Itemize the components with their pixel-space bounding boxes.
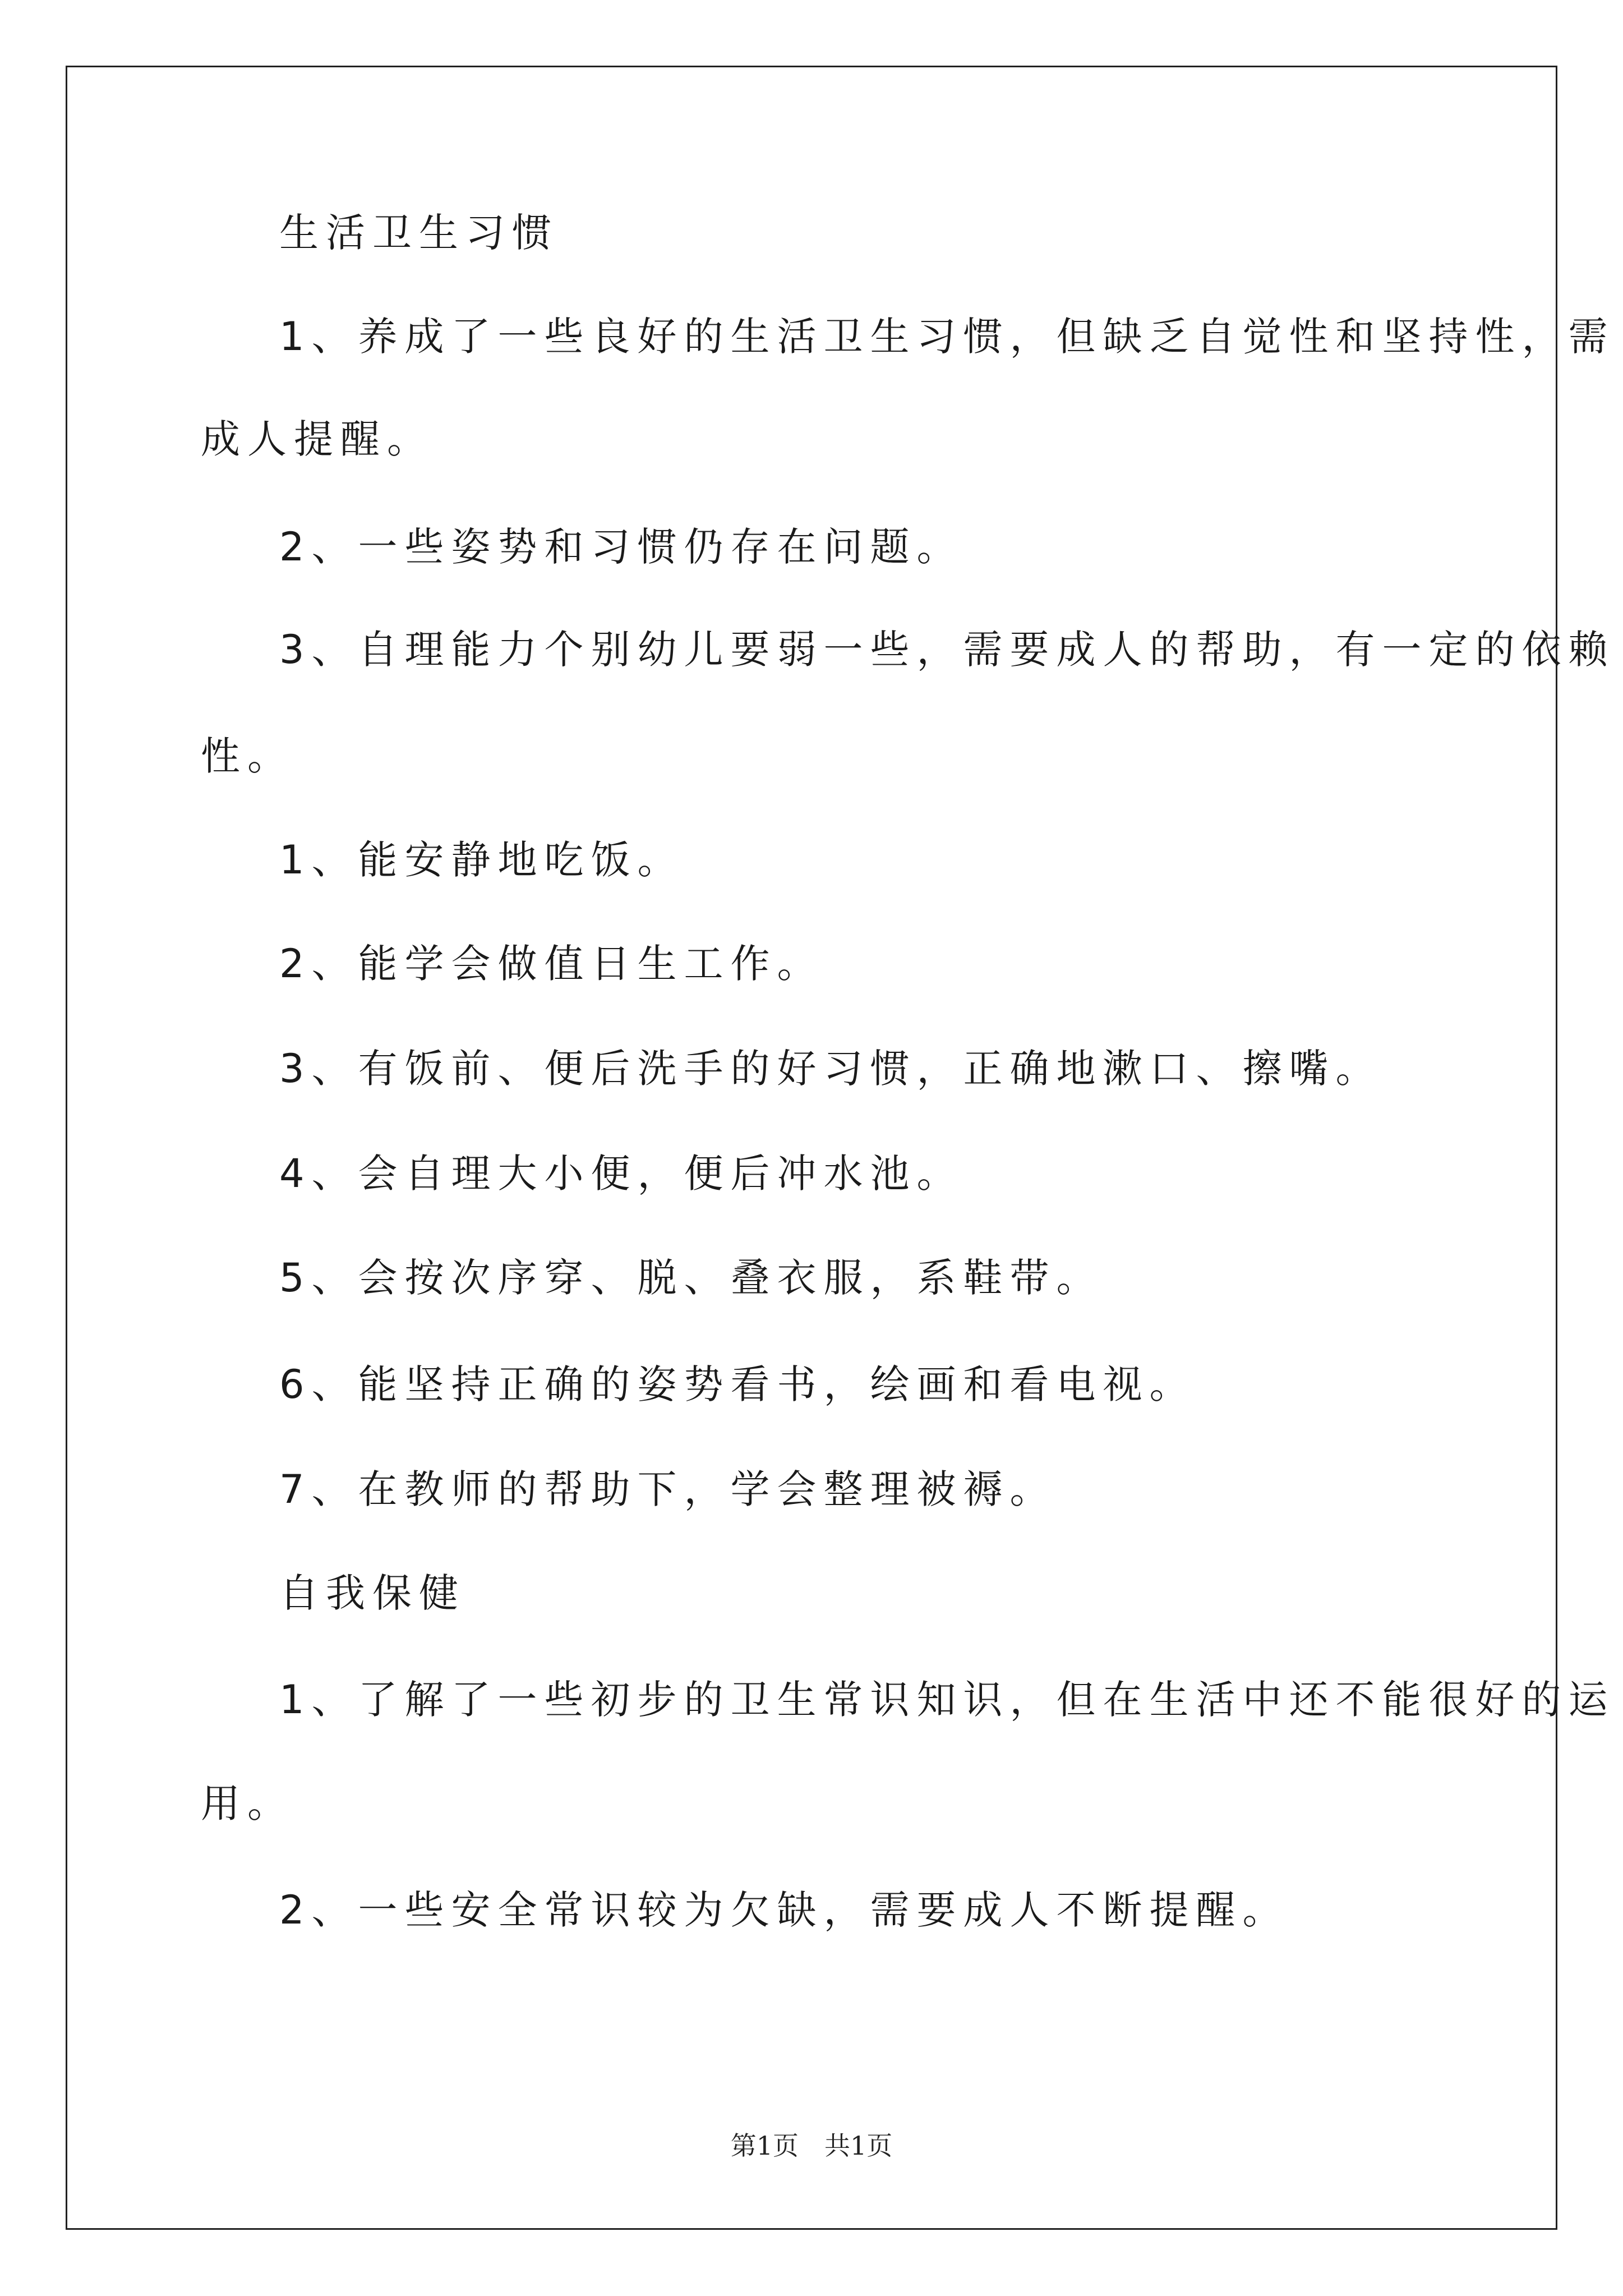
paragraph-line: 5、会按次序穿、脱、叠衣服，系鞋带。 [279,1255,1103,1301]
paragraph-line: 3、自理能力个别幼儿要弱一些，需要成人的帮助，有一定的依赖 [279,627,1615,673]
paragraph-line: 性。 [201,733,294,779]
paragraph-line: 用。 [201,1780,294,1826]
section-heading-hygiene: 生活卫生习惯 [279,210,559,256]
paragraph-line: 2、一些姿势和习惯仍存在问题。 [279,524,963,570]
section-heading-selfcare: 自我保健 [279,1570,465,1616]
paragraph-line: 4、会自理大小便，便后冲水池。 [279,1151,963,1197]
paragraph-line: 3、有饭前、便后洗手的好习惯，正确地漱口、擦嘴。 [279,1046,1382,1092]
paragraph-line: 6、能坚持正确的姿势看书，绘画和看电视。 [279,1361,1196,1407]
paragraph-line: 2、能学会做值日生工作。 [279,941,824,987]
page-number: 第1页 共1页 [730,2131,893,2161]
paragraph-line: 1、了解了一些初步的卫生常识知识，但在生活中还不能很好的运 [279,1677,1615,1723]
paragraph-line: 1、养成了一些良好的生活卫生习惯，但缺乏自觉性和坚持性，需 [279,314,1615,360]
paragraph-line: 2、一些安全常识较为欠缺，需要成人不断提醒。 [279,1887,1289,1933]
paragraph-line: 7、在教师的帮助下，学会整理被褥。 [279,1466,1057,1512]
paragraph-line: 1、能安静地吃饭。 [279,837,684,883]
paragraph-line: 成人提醒。 [201,416,434,462]
